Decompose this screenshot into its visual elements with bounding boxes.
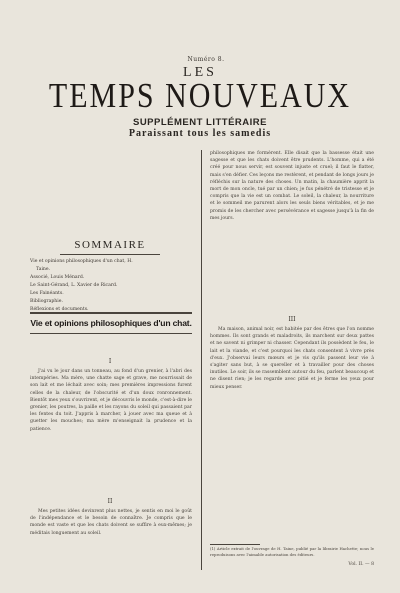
footnote-rule bbox=[210, 544, 260, 545]
toc-item: Taine. bbox=[36, 267, 51, 272]
toc-item: Associé, Louis Ménard. bbox=[30, 275, 85, 280]
supplement-label: SUPPLÉMENT LITTÉRAIRE bbox=[132, 117, 267, 128]
toc-item: Vie et opinions philosophiques d'un chat, H. bbox=[30, 259, 133, 264]
column-separator bbox=[201, 150, 202, 570]
section-number-2: II bbox=[107, 498, 113, 505]
masthead-les: LES bbox=[183, 65, 217, 80]
article-body-right-1 bbox=[210, 150, 374, 314]
paragraph: philosophiques me formèrent. Elle disait que la bassesse était une sagesse et que les chats doivent être prudents. L'homme, qui a été créé pour nous servir, est souvent injuste et cruel; il faut le flatter, mais s'en défier. Ces leçons me restèrent, et pendant de longs jours je réfléchis sur la nature des choses. Un matin, la chaumière apprit la mort de mon oncle, tué par un chien; je fus pénétré de tristesse et je compris que la vie est un combat. Le soleil, la chaleur, la nourriture et le sommeil me parurent alors les seuls biens véritables, et je me promis de les chercher avec persévérance et sagesse jusqu'à la fin de mes jours. bbox=[210, 151, 374, 221]
paragraph: Mes petites idées devinrent plus nettes, je sentis en moi le goût de l'indépendance et le besoin de connaître. Je compris que le monde est vaste et que les chats doivent se suffire à eux-mêmes; je méditais longuement au soleil. bbox=[30, 509, 192, 536]
page-folio: Vol. II. — 8 bbox=[348, 562, 374, 567]
footnote bbox=[210, 546, 374, 562]
table-of-contents bbox=[30, 258, 190, 314]
article-title: Vie et opinions philosophiques d'un chat. bbox=[30, 318, 192, 328]
footnote-text: (1) Article extrait de l'ouvrage de H. Taine, publié par la librairie Hachette; nous le reproduisons avec l'aimable autorisation des éditeurs. bbox=[210, 546, 374, 557]
article-body-left-1 bbox=[30, 368, 192, 496]
issue-number: Numéro 8. bbox=[187, 56, 225, 63]
toc-item: Bibliographie. bbox=[30, 299, 63, 304]
section-divider bbox=[30, 312, 192, 314]
paragraph: J'ai vu le jour dans un tonneau, au fond d'un grenier, à l'abri des intempéries. Ma mère, une chatte sage et grave, me nourrissait de son lait et me léchait avec soin; mes premières impressions furent celles de la chaleur, de l'obscurité et d'un doux ronronnement. Bientôt mes yeux s'ouvrirent, et je découvris le monde, c'est-à-dire le grenier, les poutres, la paille et les rayons du soleil qui passaient par les fentes du toit. J'appris à marcher, à jouer avec ma queue et à guetter les mouches; ma mère m'enseignait la prudence et la patience. bbox=[30, 369, 192, 432]
title-divider bbox=[30, 333, 192, 334]
sommaire-underline bbox=[60, 254, 160, 255]
section-number-1: I bbox=[108, 358, 112, 365]
toc-item: Le Saint-Gérand, L. Xavier de Ricard. bbox=[30, 283, 118, 288]
masthead-title: TEMPS NOUVEAUX bbox=[48, 77, 352, 115]
article-body-right-2 bbox=[210, 326, 374, 542]
toc-item: Réflexions et documents. bbox=[30, 307, 89, 312]
section-number-3: III bbox=[288, 316, 296, 323]
toc-item: Les Fainéants. bbox=[30, 291, 64, 296]
publication-frequency: Paraissant tous les samedis bbox=[128, 128, 272, 139]
sommaire-title: SOMMAIRE bbox=[74, 239, 146, 251]
article-body-left-2 bbox=[30, 508, 192, 562]
paragraph: Ma maison, animal noir, est habitée par des êtres que l'on nomme hommes. Ils sont grands et maladroits, ils marchent sur deux pattes et ne savent ni grimper ni chasser. Cependant ils possèdent le feu, le lait et la viande, et c'est pourquoi les chats consentent à vivre près d'eux. J'observai leurs mœurs et je vis qu'ils passent leur vie à s'agiter sans but, à se quereller et à travailler pour des choses inutiles. Le soir, ils se rassemblent autour du feu, parlent beaucoup et ne disent rien; je les regarde avec pitié et je ferme les yeux pour mieux penser. bbox=[210, 327, 374, 390]
